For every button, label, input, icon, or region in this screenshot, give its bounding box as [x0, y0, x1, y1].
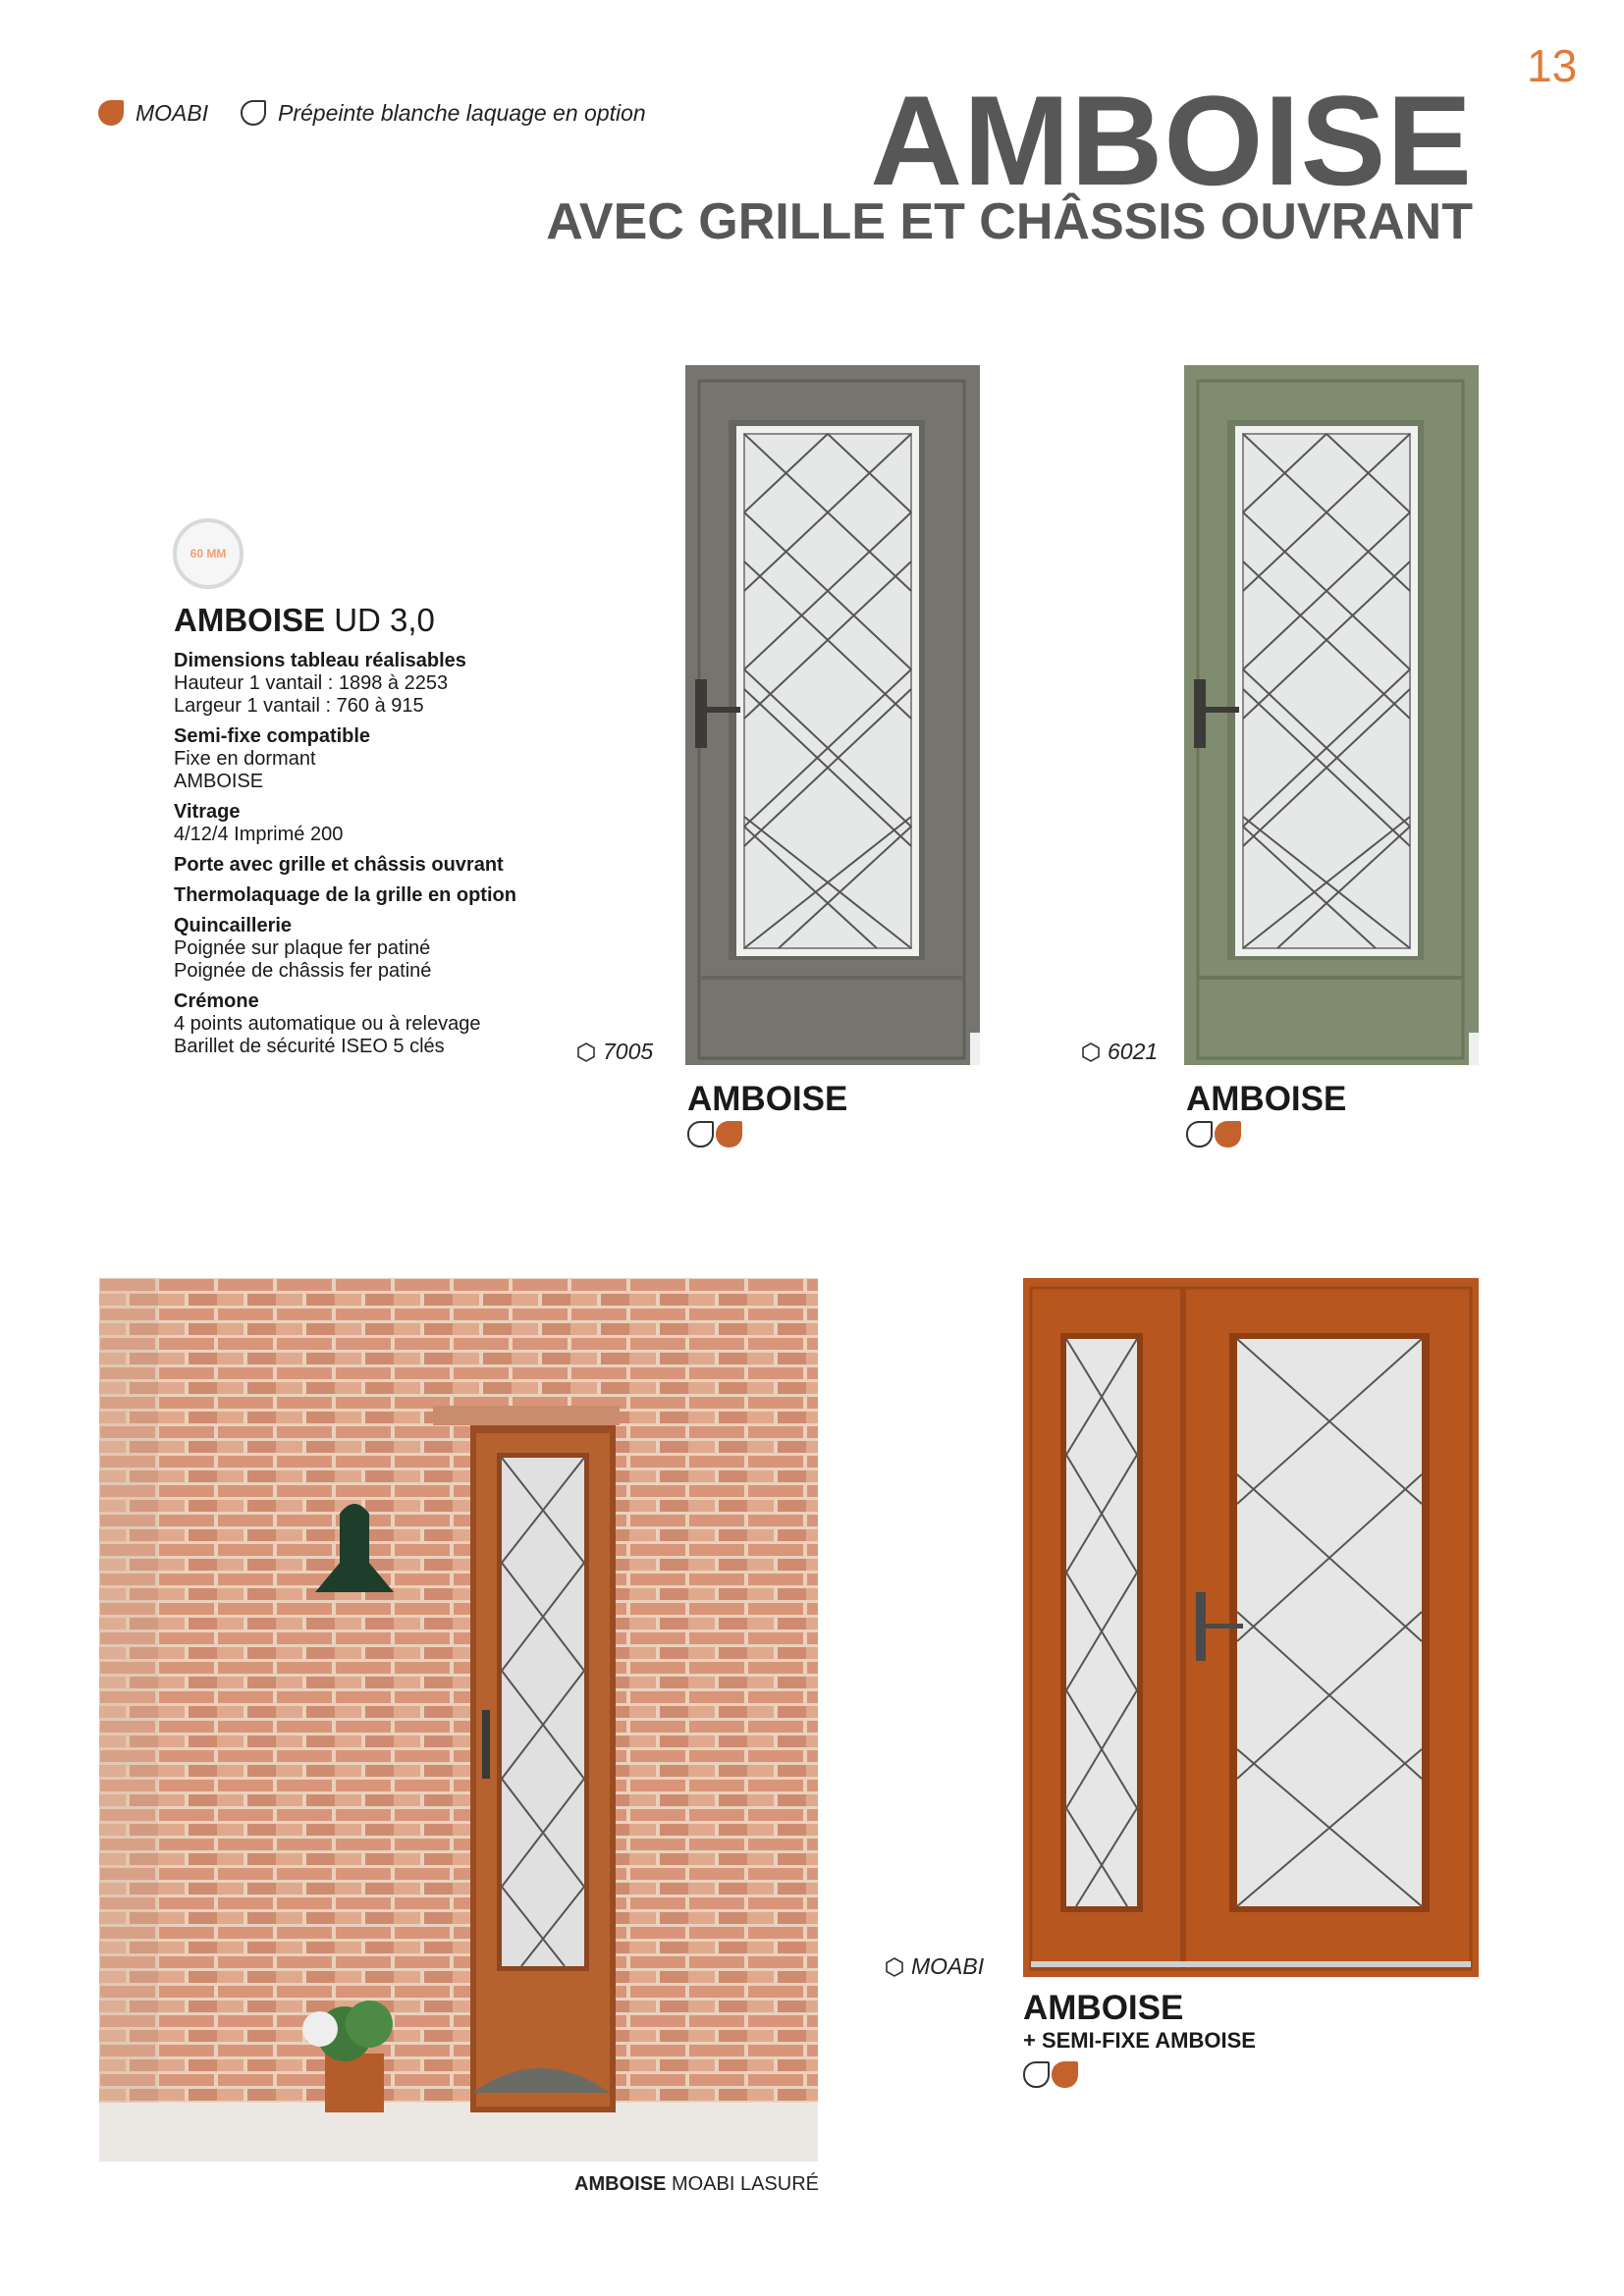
photo-caption-bold: AMBOISE — [574, 2173, 667, 2195]
spec-semi-line1: Fixe en dormant — [174, 748, 316, 770]
spec-hardware-line2: Poignée de châssis fer patiné — [174, 960, 432, 982]
photo-caption-rest: MOABI LASURÉ — [671, 2173, 819, 2195]
page-number: 13 — [1527, 40, 1578, 91]
brick-wall-scene — [99, 1278, 818, 2162]
wood-finish-icon — [1215, 1121, 1241, 1148]
door-color-code-3 — [886, 1953, 984, 1980]
thickness-badge — [173, 518, 244, 589]
door-color-code-1 — [577, 1039, 653, 1065]
legend-wood-label: MOABI — [135, 99, 209, 126]
door-image-grey — [685, 365, 980, 1065]
spec-hardware-line1: Poignée sur plaque fer patiné — [174, 937, 431, 959]
spec-glazing-heading: Vitrage — [174, 801, 241, 823]
hexagon-icon — [1082, 1042, 1100, 1062]
spec-lock-heading: Crémone — [174, 990, 259, 1012]
hexagon-icon — [886, 1957, 903, 1977]
door-finishes-grey — [687, 1121, 744, 1148]
hexagon-icon — [577, 1042, 595, 1062]
door-image-green — [1184, 365, 1479, 1065]
spec-product-title — [174, 601, 586, 640]
door-color-code-2 — [1082, 1039, 1158, 1065]
wood-finish-icon — [716, 1121, 742, 1148]
white-finish-icon — [687, 1121, 714, 1148]
legend-wood — [98, 96, 208, 130]
spec-dimensions-height: Hauteur 1 vantail : 1898 à 2253 — [174, 672, 449, 694]
door-green-drawing — [1184, 365, 1479, 1065]
spec-dimensions-heading: Dimensions tableau réalisables — [174, 650, 466, 671]
spec-lock-line2: Barillet de sécurité ISEO 5 clés — [174, 1036, 445, 1057]
photo-caption — [373, 2173, 819, 2196]
door-grey-drawing — [685, 365, 980, 1065]
white-finish-icon — [1023, 2061, 1050, 2088]
wood-finish-icon — [98, 100, 124, 126]
double-door-subcaption: + SEMI-FIXE AMBOISE — [1023, 2028, 1256, 2053]
spec-semi-line2: AMBOISE — [174, 771, 264, 792]
double-door-caption: AMBOISE — [1023, 1989, 1184, 2027]
door-color-code-value: 6021 — [1108, 1039, 1159, 1064]
legend-white — [241, 96, 646, 130]
white-finish-icon — [241, 100, 266, 126]
spec-lock-line1: 4 points automatique ou à relevage — [174, 1013, 481, 1035]
spec-semi-heading: Semi-fixe compatible — [174, 725, 371, 747]
spec-hardware-heading: Quincaillerie — [174, 915, 293, 936]
badge-text: 60 MM — [189, 547, 227, 561]
door-installed-photo — [99, 1278, 818, 2162]
door-caption-grey: AMBOISE — [687, 1080, 848, 1118]
legend-white-label: Prépeinte blanche laquage en option — [278, 99, 646, 126]
wood-finish-icon — [1052, 2061, 1078, 2088]
spec-sheet — [174, 601, 586, 1058]
spec-thermo-line: Thermolaquage de la grille en option — [174, 884, 516, 906]
spec-grille-line: Porte avec grille et châssis ouvrant — [174, 854, 504, 876]
spec-product-rating: UD 3,0 — [334, 602, 435, 638]
spec-glazing-value: 4/12/4 Imprimé 200 — [174, 824, 344, 845]
door-color-code-value: 7005 — [603, 1039, 654, 1064]
double-door-finishes — [1023, 2061, 1080, 2088]
double-door-drawing — [1023, 1278, 1479, 1977]
double-door-image — [1023, 1278, 1479, 1977]
spec-dimensions-width: Largeur 1 vantail : 760 à 915 — [174, 695, 424, 717]
page-title: AMBOISE — [870, 69, 1473, 212]
door-caption-green: AMBOISE — [1186, 1080, 1347, 1118]
page-subtitle: AVEC GRILLE ET CHÂSSIS OUVRANT — [546, 193, 1473, 250]
door-finishes-green — [1186, 1121, 1243, 1148]
spec-product-name: AMBOISE — [174, 602, 326, 638]
white-finish-icon — [1186, 1121, 1213, 1148]
door-color-code-value: MOABI — [911, 1953, 985, 1979]
